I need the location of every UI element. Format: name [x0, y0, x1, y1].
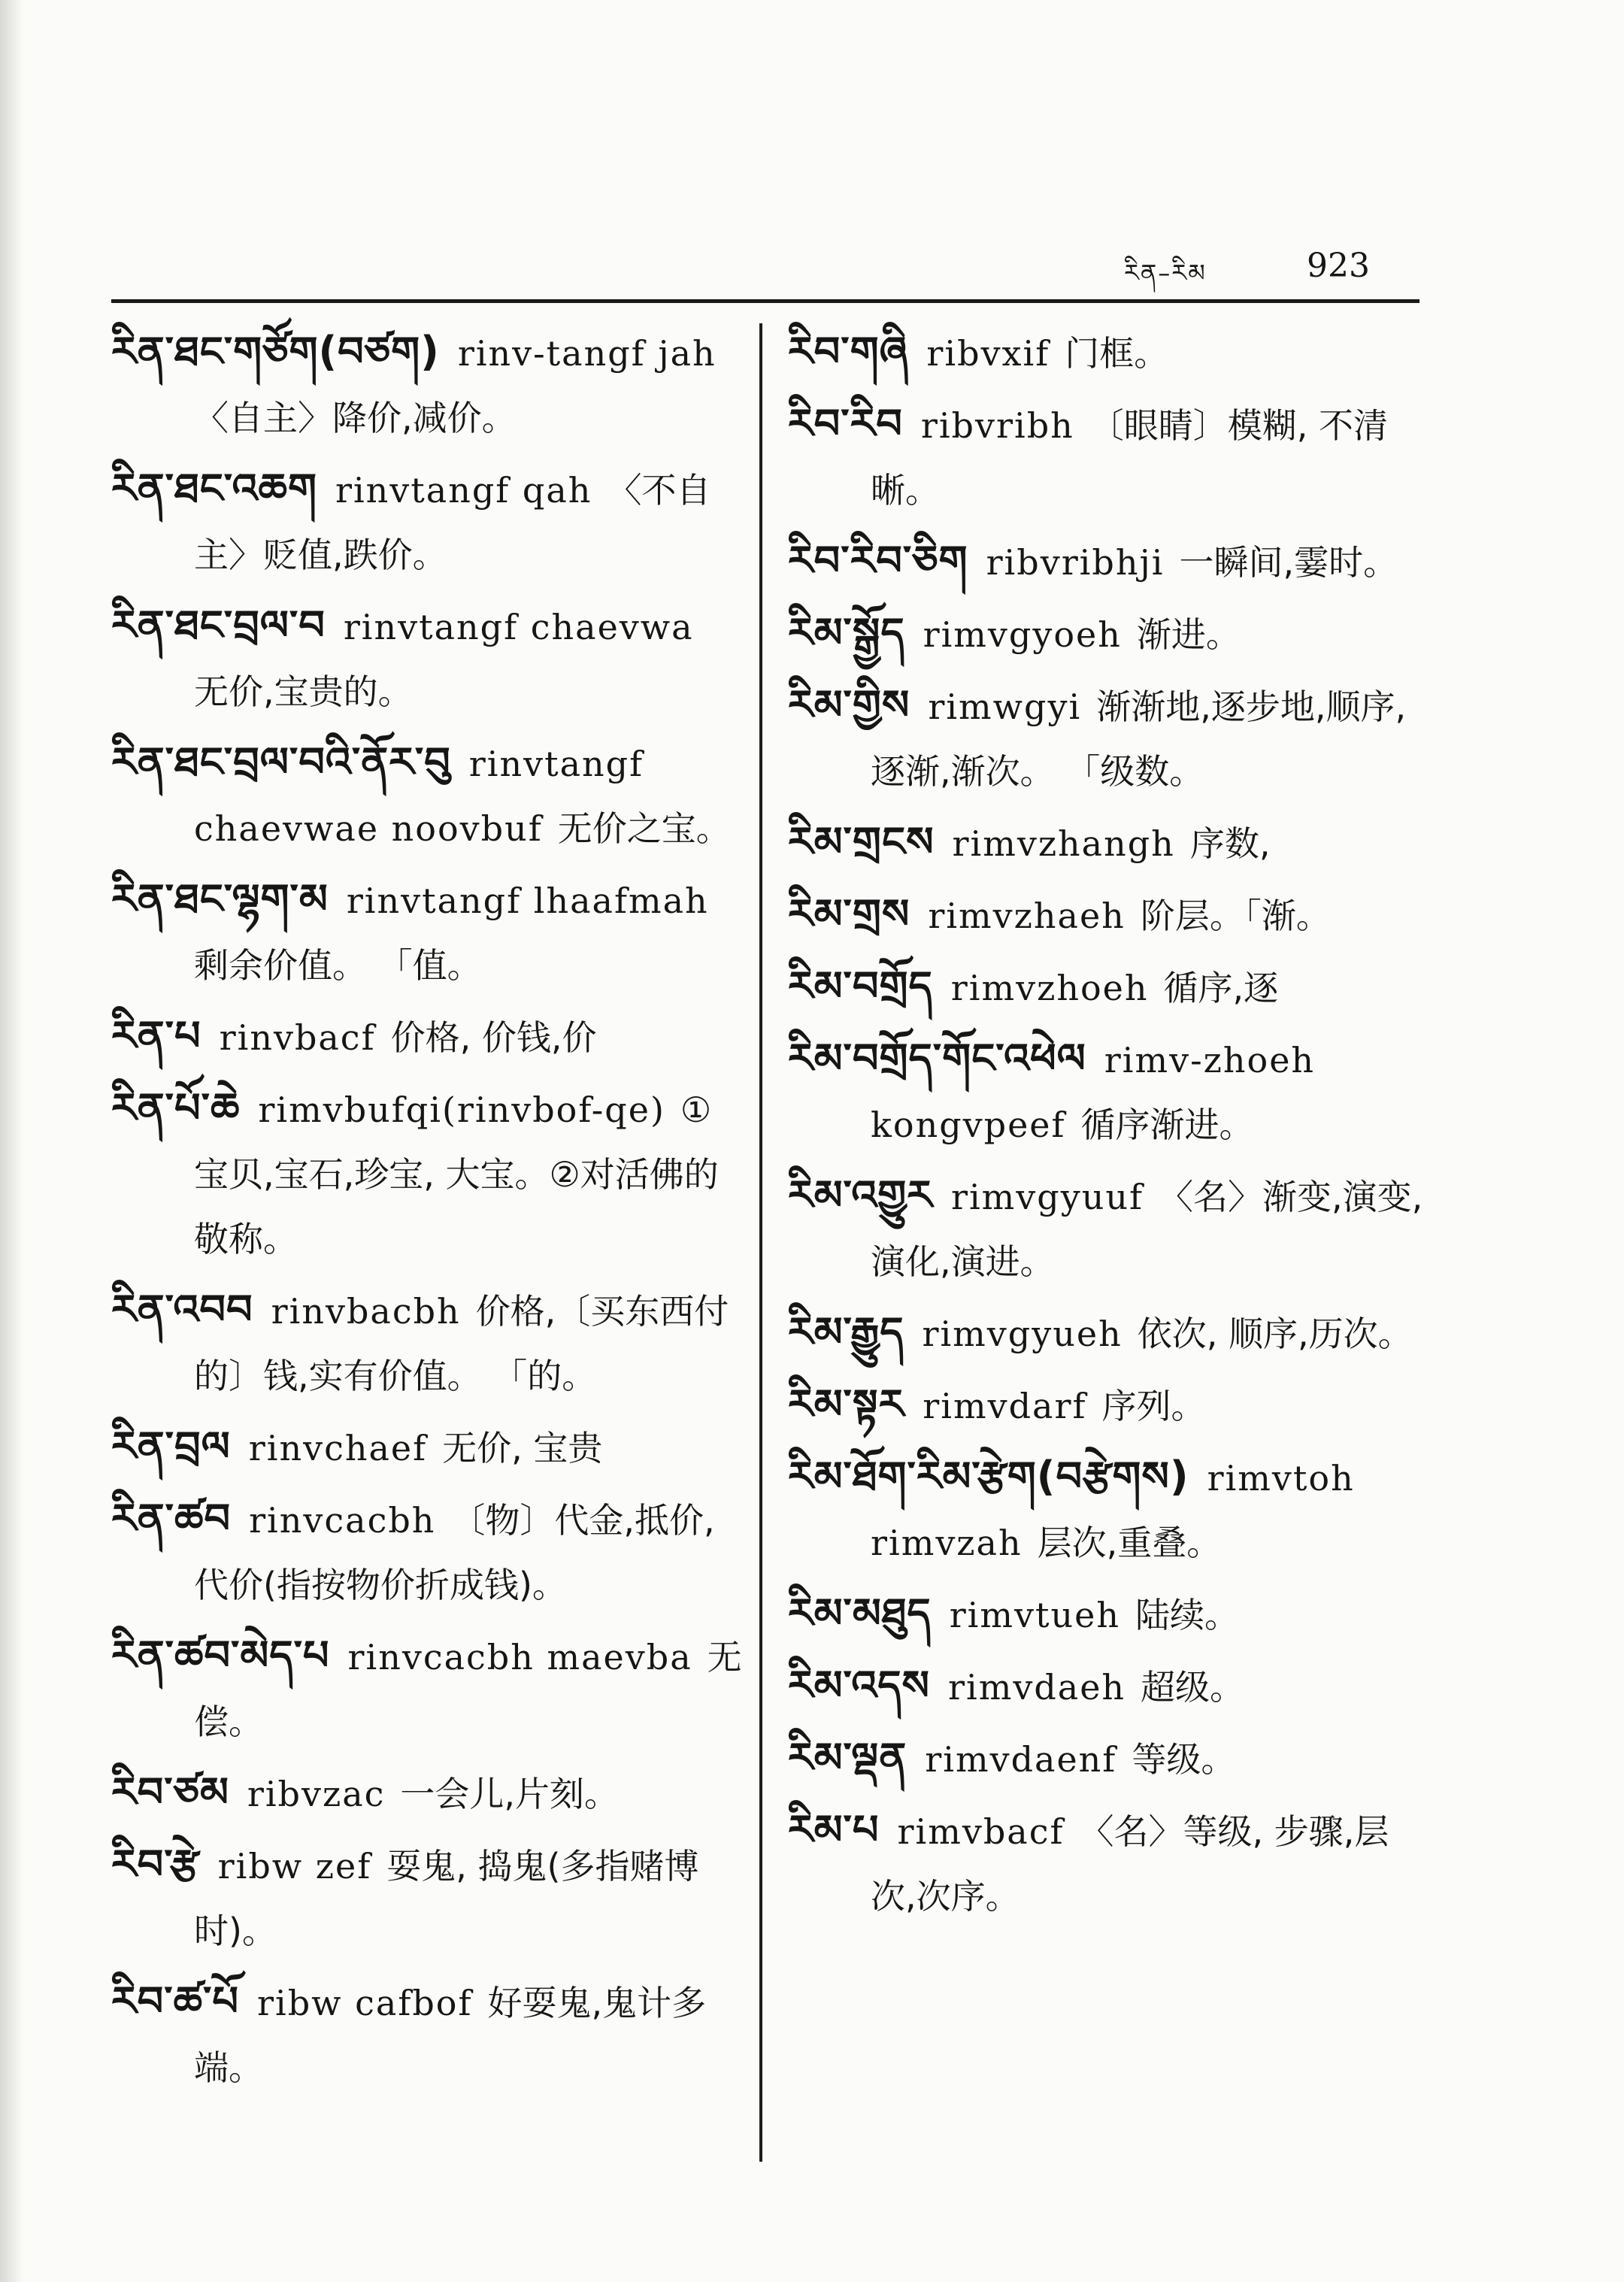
entry-headword: རིམ་ཐོག་རིམ་རྩེག(བརྩེགས): [788, 1453, 1189, 1500]
entry-definition: 〈不自主〉贬值,跌价。: [194, 470, 711, 575]
entry-definition: 剩余价值。 「值。: [194, 945, 482, 986]
entry-phonetic: rinvcacbh: [249, 1500, 436, 1541]
scan-edge-shadow: [0, 0, 23, 2282]
entry-headword: རིམ་ལྡན: [788, 1734, 907, 1781]
entry-phonetic: rimvzhaeh: [928, 896, 1126, 936]
entry-headword: རིམ་བགྲོད་གོང་འཕེལ: [788, 1035, 1086, 1082]
entry-definition: 好耍鬼,鬼计多端。: [194, 1983, 707, 2088]
page-number: 923: [1307, 247, 1370, 285]
entry-phonetic: ribvribh: [920, 405, 1074, 446]
dictionary-entry: [111, 730, 743, 861]
entry-definition: 超级。: [1141, 1667, 1245, 1708]
entry-headword: རིབ་གཞི: [788, 328, 909, 375]
entry-phonetic: rinv-tangf jah: [457, 333, 717, 374]
entry-definition: 层次,重叠。: [1037, 1523, 1222, 1563]
dictionary-entry: [788, 810, 1427, 876]
entry-phonetic: rinvtangf lhaafmah: [346, 880, 709, 921]
entry-headword: རིམ་འགྱུར: [788, 1171, 933, 1219]
dictionary-entry: [788, 601, 1427, 667]
entry-phonetic: rimvgyoeh: [923, 614, 1122, 655]
entry-headword: རིམ་འདས: [788, 1662, 931, 1709]
entry-headword: རིམ་མཐུད: [788, 1590, 932, 1637]
dictionary-entry: [111, 1277, 743, 1408]
dictionary-entry: [788, 1163, 1427, 1294]
entry-headword: རིན་ཚབ་མེད་པ: [111, 1632, 330, 1679]
entry-phonetic: ribw zef: [217, 1846, 372, 1887]
entry-definition: 循序渐进。: [1080, 1105, 1254, 1145]
entry-headword: རིམ་གྱིས: [788, 681, 910, 729]
dictionary-entry: [788, 1653, 1427, 1720]
entry-definition: 门框。: [1065, 333, 1169, 374]
entry-definition: 一瞬间,霎时。: [1179, 542, 1398, 583]
entry-definition: 渐渐地,逐步地,顺序,逐渐,渐次。 「级数。: [871, 686, 1407, 792]
entry-phonetic: rinvcacbh maevba: [347, 1637, 692, 1677]
entry-phonetic: rinvbacbh: [271, 1291, 461, 1332]
entry-definition: 一会儿,片刻。: [400, 1774, 620, 1814]
dictionary-entry: [788, 1726, 1427, 1792]
entry-definition: 〔眼睛〕模糊, 不清晰。: [871, 405, 1389, 511]
entry-phonetic: rinvtangf qah: [335, 470, 592, 511]
entry-phonetic: rimv-zhoeh kongvpeef: [871, 1040, 1316, 1145]
entry-headword: རིན་ཐང་བྲལ་བ: [111, 602, 326, 649]
entry-definition: 阶层。「渐。: [1140, 896, 1331, 936]
entry-phonetic: rimvzhoeh: [950, 968, 1149, 1008]
header-rule: [111, 299, 1419, 303]
entry-definition: 循序,逐: [1163, 968, 1279, 1008]
entry-definition: ①宝贝,宝石,珍宝, 大宝。②对活佛的敬称。: [194, 1089, 719, 1259]
entry-headword: རིམ་གྲས: [788, 890, 910, 938]
entry-definition: 〈自主〉降价,减价。: [194, 398, 517, 438]
dictionary-entry: [788, 1581, 1427, 1647]
entry-headword: རིམ་པ: [788, 1806, 880, 1853]
dictionary-entry: [788, 529, 1427, 595]
dictionary-entry: [111, 1969, 743, 2100]
dictionary-entry: [111, 1004, 743, 1070]
entry-headword: རིམ་སྟར: [788, 1380, 905, 1428]
entry-headword: རིན་པོ་ཆེ: [111, 1084, 241, 1132]
dictionary-entry: [111, 456, 743, 587]
entry-phonetic: rinvchaef: [248, 1428, 428, 1468]
dictionary-entry: [788, 1798, 1427, 1929]
entry-headword: རིམ་བགྲོད: [788, 962, 933, 1010]
dictionary-entry: [111, 1832, 743, 1963]
dictionary-entry: [788, 392, 1427, 523]
entry-phonetic: rinvbacf: [219, 1017, 376, 1058]
entry-phonetic: ribvzac: [247, 1774, 386, 1814]
entry-phonetic: rimvdaeh: [948, 1667, 1126, 1708]
left-column: [111, 320, 743, 2106]
entry-phonetic: rimvgyueh: [922, 1314, 1123, 1354]
entry-definition: 无偿。: [194, 1637, 742, 1742]
entry-headword: རིན་པ: [111, 1012, 201, 1059]
entry-headword: རིན་ཐང་གཙོག(བཙག): [111, 328, 440, 375]
entry-definition: 〈名〉渐变,演变,演化,演进。: [871, 1177, 1423, 1282]
column-divider: [759, 323, 762, 2162]
entry-definition: 〈名〉等级, 步骤,层次,次序。: [871, 1811, 1389, 1917]
entry-headword: རིབ་ཚ་པོ: [111, 1977, 239, 2025]
entry-definition: 序数,: [1189, 823, 1271, 864]
entry-headword: རིན་ཐང་ལྷག་མ: [111, 875, 329, 923]
dictionary-entry: [788, 1372, 1427, 1438]
entry-definition: 价格, 价钱,价: [390, 1017, 597, 1058]
entry-definition: 陆续。: [1135, 1595, 1239, 1635]
entry-headword: རིབ་ཙམ: [111, 1768, 229, 1816]
entry-phonetic: rimvtueh: [949, 1595, 1120, 1635]
entry-headword: རིབ་རྩེ: [111, 1841, 200, 1888]
entry-definition: 耍鬼, 捣鬼(多指赌博时)。: [194, 1846, 699, 1951]
right-column: [788, 320, 1427, 1935]
dictionary-entry: [788, 882, 1427, 948]
entry-phonetic: rimvdarf: [923, 1386, 1087, 1426]
entry-definition: 无价之宝。: [557, 808, 731, 849]
entry-headword: རིན་ཐང་འཆག: [111, 465, 317, 512]
entry-headword: རིན་ཚབ: [111, 1495, 232, 1542]
dictionary-entry: [111, 1486, 743, 1617]
entry-phonetic: rinvtangf chaevwae noovbuf: [194, 744, 644, 849]
dictionary-entry: [788, 954, 1427, 1020]
entry-phonetic: rimvbacf: [897, 1811, 1065, 1852]
dictionary-entry: [788, 320, 1427, 386]
entry-phonetic: rimvbufqi(rinvbof-qe): [258, 1089, 665, 1130]
entry-headword: རིན་འབབ: [111, 1286, 253, 1333]
entry-phonetic: rimvdaenf: [925, 1739, 1117, 1780]
entry-phonetic: rimvgyuuf: [950, 1177, 1144, 1217]
dictionary-entry: [788, 1444, 1427, 1575]
entry-definition: 等级。: [1132, 1739, 1236, 1780]
entry-definition: 价格,〔买东西付的〕钱,实有价值。 「的。: [194, 1291, 729, 1396]
entry-definition: 序列。: [1101, 1386, 1206, 1426]
dictionary-entry: [111, 867, 743, 998]
dictionary-entry: [111, 1760, 743, 1826]
entry-headword: རིབ་རིབ: [788, 400, 903, 447]
dictionary-entry: [111, 1623, 743, 1754]
dictionary-entry: [111, 320, 743, 450]
entry-phonetic: rimvtoh rimvzah: [871, 1458, 1355, 1563]
entry-phonetic: ribvxif: [926, 333, 1050, 374]
entry-definition: 依次, 顺序,历次。: [1137, 1314, 1413, 1354]
entry-definition: 无价,宝贵的。: [194, 671, 413, 712]
dictionary-entry: [788, 1026, 1427, 1157]
entry-definition: 〔物〕代金,抵价,代价(指按物价折成钱)。: [194, 1500, 715, 1605]
entry-phonetic: rimwgyi: [928, 686, 1082, 727]
entry-headword: རིམ་རྒྱུད: [788, 1308, 904, 1356]
entry-headword: རིམ་སྒྱོད: [788, 609, 905, 656]
entry-phonetic: rimvzhangh: [952, 823, 1175, 864]
dictionary-entry: [111, 1414, 743, 1480]
entry-phonetic: ribvribhji: [986, 542, 1165, 583]
dictionary-entry: [111, 593, 743, 724]
dictionary-entry: [111, 1076, 743, 1271]
entry-headword: རིན་བྲལ: [111, 1423, 231, 1470]
entry-headword: རིན་ཐང་བྲལ་བའི་ནོར་བུ: [111, 738, 451, 786]
entry-headword: རིབ་རིབ་ཅིག: [788, 537, 968, 584]
entry-definition: 无价, 宝贵: [442, 1428, 603, 1468]
entry-phonetic: rinvtangf chaevwa: [343, 607, 694, 647]
entry-definition: 渐进。: [1136, 614, 1241, 655]
dictionary-entry: [788, 673, 1427, 804]
header-guide-words: རིན–རིམ: [1124, 259, 1207, 287]
entry-phonetic: ribw cafbof: [257, 1983, 473, 2023]
entry-headword: རིམ་གྲངས: [788, 818, 935, 865]
dictionary-entry: [788, 1300, 1427, 1366]
